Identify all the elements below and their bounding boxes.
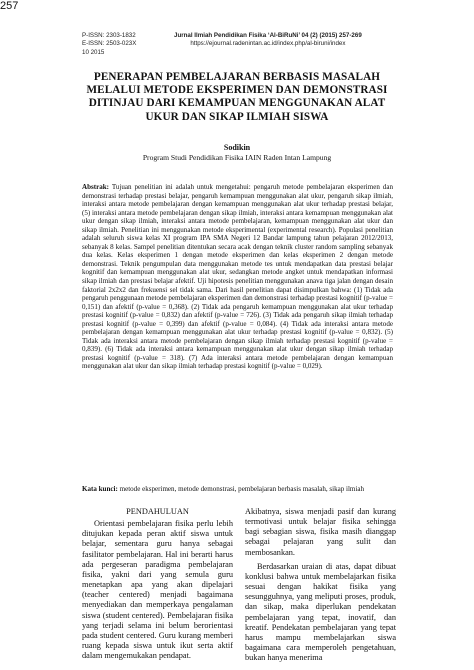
keywords-text: metode eksperimen, metode demonstrasi, pembelajaran berbasis masalah, sikap ilmiah	[119, 485, 365, 493]
author-name: Sodikin	[223, 143, 251, 152]
left-column	[82, 507, 233, 661]
issue-date: 10 2015	[82, 48, 105, 56]
issn-block	[82, 32, 136, 57]
keywords-label: Kata kunci:	[82, 485, 118, 493]
print-issn: P-ISSN: 2303-1832	[82, 32, 136, 39]
section-heading: PENDAHULUAN	[126, 507, 189, 516]
right-column	[245, 507, 396, 663]
author-affiliation: Program Studi Pendidikan Fisika IAIN Raden Intan Lampung	[142, 153, 332, 162]
intro-paragraph-right-2: Berdasarkan uraian di atas, dapat dibuat konklusi bahwa untuk membelajarkan fisika sesuai dengan hakikat fisika yang sesungguhnya, yang meliputi proses, produk, dan sikap, maka diperlukan pendekatan pembelajaran yang tepat, inovatif, dan kreatif. Pendekatan pembelajaran yang tepat harus mampu membelajarkan siswa bagaimana cara memperoleh pengetahuan, bukan hanya menerima	[245, 561, 396, 663]
page-number: 257	[0, 0, 19, 12]
abstract	[82, 183, 393, 371]
paper-title: PENERAPAN PEMBELAJARAN BERBASIS MASALAH MELALUI METODE EKSPERIMEN DAN DEMONSTRASI DITINJAU DARI KEMAMPUAN MENGGUNAKAN ALAT UKUR DAN SIKAP ILMIAH SISWA	[86, 71, 388, 123]
electronic-issn: E-ISSN: 2503-023X	[82, 40, 137, 48]
abstract-text: Tujuan penelitian ini adalah untuk mengetahui: pengaruh metode pembelajaran eksperimen dan demonstrasi terhadap prestasi belajar, pengaruh kemampuan menggunakan alat ukur, pengaruh sikap ilmiah, interaksi antara metode pembelajaran dengan kemampuan menggunakan alat ukur terhadap prestasi belajar, (5) interaksi antara metode pembelajaran dengan sikap ilmiah, interaksi antara kemampuan menggunakan alat ukur dengan sikap ilmiah, interaksi antara metode pembelajaran, kemampuan menggunakan alat ukur dan sikap ilmiah. Penelitian ini menggunakan metode eksperimental (experimental research). Populasi penelitian adalah seluruh siswa kelas XI program IPA SMA Negeri 12 Bandar lampung tahun pelajaran 2012/2013, sebanyak 8 kelas. Sampel penelitian ditentukan secara acak dengan teknik cluster random sampling sebanyak dua kelas. Kelas eksperimen 1 dengan metode eksperimen dan kelas eksperimen 2 dengan metode demonstrasi. Teknik pengumpulan data menggunakan metode tes untuk mendapatkan data prestasi belajar kognitif dan kemampuan menggunakan alat ukur, sedangkan metode angket untuk mendapatkan informasi sikap ilmiah dan prestasi belajar afektif. Uji hipotesis penelitian menggunakan anava tiga jalan dengan desain faktorial 2x2x2 dan frekuensi sel tidak sama. Dari hasil penelitian dapat disimpulkan bahwa: (1) Tidak ada pengaruh penggunaan metode pembelajaran eksperimen dan demonstrasi terhadap prestasi kognitif (p-value = 0,151) dan afektif (p-value = 0,368). (2) Tidak ada pengaruh kemampuan menggunakan alat ukur terhadap prestasi kognitif (p-value = 0,832) dan afektif (p-value = 726). (3) Tidak ada pengaruh sikap ilmiah terhadap prestasi kognitif (p-value = 0,399) dan afektif (p-value = 0,084). (4) Tidak ada interaksi antara metode pembelajaran dengan kemampuan menggunakan alat ukur terhadap prestasi kognitif (p-value = 0,832). (5) Tidak ada interaksi antara metode pembelajaran dengan sikap ilmiah terhadap prestasi kognitif (p-value = 0,839). (6) Tidak ada interaksi antara kemampuan menggunakan alat ukur dengan sikap ilmiah terhadap prestasi kognitif (p-value = 318). (7) Ada interaksi antara metode pembelajaran dengan kemampuan menggunakan alat ukur dan sikap ilmiah terhadap prestasi kognitif (p-value = 0,029).	[82, 183, 393, 371]
abstract-label: Abstrak:	[82, 183, 110, 191]
journal-url[interactable]: https://ejournal.radenintan.ac.id/index.php/al-biruni/index	[190, 40, 346, 48]
intro-paragraph-right-1: Akibatnya, siswa menjadi pasif dan kurang termotivasi untuk belajar fisika sehingga bagi sebagian siswa, fisika masih dianggap sebagai pelajaran yang sulit dan membosankan.	[245, 507, 396, 557]
journal-header	[174, 32, 362, 49]
intro-paragraph-left: Orientasi pembelajaran fisika perlu lebih ditujukan kepada peran aktif siswa untuk belajar, sementara guru hanya sebagai fasilitator pembelajaran. Hal ini berarti harus ada pergeseran paradigma pembelajaran fisika, yakni dari yang semula guru menetapkan apa yang akan dipelajari (teacher centered) menjadi bagaimana menyediakan dan memperkaya pengalaman siswa (student centered). Pembelajaran fisika yang terjadi selama ini belum berorientasi pada student centered. Guru kurang memberi ruang kepada siswa untuk ikut serta aktif dalam mengemukakan pendapat.	[82, 519, 233, 661]
keywords	[82, 485, 393, 494]
journal-title: Jurnal Ilmiah Pendidikan Fisika ‘Al-BiRuNi’ 04 (2) (2015) 257-269	[174, 32, 362, 39]
